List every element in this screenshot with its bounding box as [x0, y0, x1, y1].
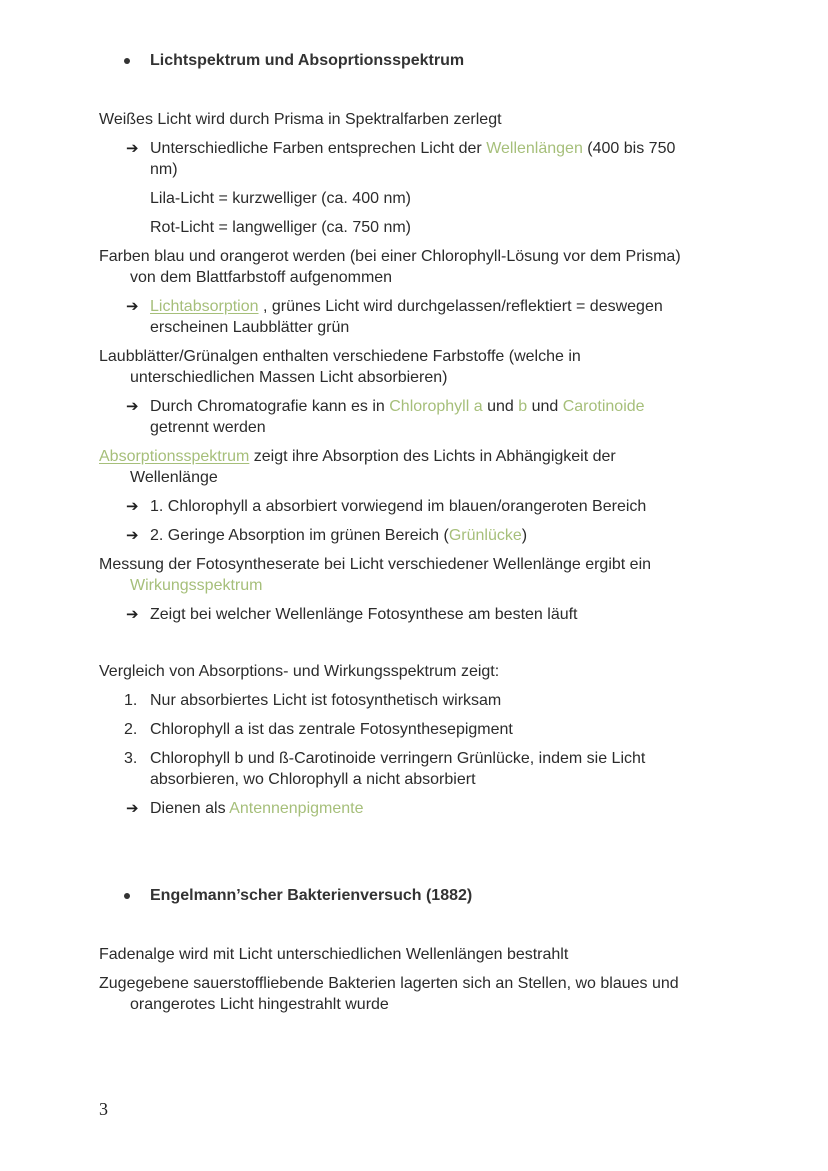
term-wirkungsspektrum: Wirkungsspektrum	[130, 577, 263, 594]
sub-line: Lila-Licht = kurzwelliger (ca. 400 nm)	[150, 190, 411, 207]
paragraph	[99, 973, 679, 1015]
text: )	[521, 527, 528, 544]
term-absorptionsspektrum: Absorptionsspektrum	[99, 448, 250, 465]
sub-line: Rot-Licht = langwelliger (ca. 750 nm)	[150, 219, 412, 236]
text: und	[482, 398, 519, 415]
list-item: Chlorophyll a ist das zentrale Fotosynthesepigment	[150, 721, 513, 738]
paragraph	[99, 446, 616, 488]
arrow-right-icon: ➔	[126, 799, 139, 817]
term-lichtabsorption: Lichtabsorption	[150, 298, 259, 315]
term-carotinoide: Carotinoide	[562, 398, 645, 415]
term-b: b	[518, 398, 528, 415]
text: Wellenlänge	[130, 469, 218, 486]
paragraph	[99, 554, 651, 596]
text: (400 bis 750	[582, 140, 676, 157]
paragraph	[99, 246, 681, 288]
term-gruenluecke: Grünlücke	[448, 527, 522, 544]
text: Farben blau und orangerot werden (bei einer Chlorophyll-Lösung vor dem Prisma)	[99, 248, 681, 265]
text: erscheinen Laubblätter grün	[150, 319, 350, 336]
term-antennenpigmente: Antennenpigmente	[229, 800, 364, 817]
text: getrennt werden	[150, 419, 266, 436]
section-heading-engelmann: Engelmann’scher Bakterienversuch (1882)	[150, 887, 473, 904]
text: nm)	[150, 161, 178, 178]
text: Chlorophyll b und ß-Carotinoide verringern Grünlücke, indem sie Licht	[150, 750, 646, 767]
arrow-item: 1. Chlorophyll a absorbiert vorwiegend im blauen/orangeroten Bereich	[150, 498, 647, 515]
text: unterschiedlichen Massen Licht absorbieren)	[130, 369, 448, 386]
arrow-item	[150, 525, 527, 546]
bullet-icon	[124, 893, 130, 899]
arrow-right-icon: ➔	[126, 397, 139, 415]
text: Laubblätter/Grünalgen enthalten verschiedene Farbstoffe (welche in	[99, 348, 581, 365]
list-item: Nur absorbiertes Licht ist fotosynthetisch wirksam	[150, 692, 502, 709]
text: orangerotes Licht hingestrahlt wurde	[130, 996, 389, 1013]
arrow-right-icon: ➔	[126, 139, 139, 157]
arrow-item	[150, 798, 364, 819]
paragraph: Weißes Licht wird durch Prisma in Spektralfarben zerlegt	[99, 111, 502, 128]
arrow-item: Zeigt bei welcher Wellenlänge Fotosynthese am besten läuft	[150, 606, 578, 623]
arrow-right-icon: ➔	[126, 605, 139, 623]
term-wellenlaengen: Wellenlängen	[486, 140, 583, 157]
text: Unterschiedliche Farben entsprechen Licht der	[150, 140, 487, 157]
text: Zugegebene sauerstoffliebende Bakterien lagerten sich an Stellen, wo blaues und	[99, 975, 679, 992]
arrow-item	[150, 396, 645, 438]
list-number: 3.	[124, 750, 138, 767]
list-number: 1.	[124, 692, 138, 709]
list-item	[150, 748, 645, 790]
list-number: 2.	[124, 721, 138, 738]
text: Dienen als	[150, 800, 230, 817]
term-chlorophyll-a: Chlorophyll a	[389, 398, 483, 415]
arrow-right-icon: ➔	[126, 297, 139, 315]
text: 2. Geringe Absorption im grünen Bereich (	[150, 527, 449, 544]
paragraph: Fadenalge wird mit Licht unterschiedlichen Wellenlängen bestrahlt	[99, 946, 569, 963]
page-number: 3	[99, 1099, 108, 1119]
text: , grünes Licht wird durchgelassen/reflektiert = deswegen	[258, 298, 663, 315]
text: von dem Blattfarbstoff aufgenommen	[130, 269, 393, 286]
text: Durch Chromatografie kann es in	[150, 398, 390, 415]
arrow-item	[150, 296, 663, 338]
bullet-icon	[124, 58, 130, 64]
text: Messung der Fotosyntheserate bei Licht verschiedener Wellenlänge ergibt ein	[99, 556, 652, 573]
section-heading-lichtspektrum: Lichtspektrum und Absoprtionsspektrum	[150, 52, 465, 69]
text: absorbieren, wo Chlorophyll a nicht absorbiert	[150, 771, 476, 788]
text: und	[527, 398, 563, 415]
arrow-right-icon: ➔	[126, 526, 139, 544]
paragraph: Vergleich von Absorptions- und Wirkungsspektrum zeigt:	[99, 663, 500, 680]
paragraph	[99, 346, 581, 388]
arrow-item	[150, 138, 675, 180]
arrow-right-icon: ➔	[126, 497, 139, 515]
text: zeigt ihre Absorption des Lichts in Abhängigkeit der	[249, 448, 616, 465]
